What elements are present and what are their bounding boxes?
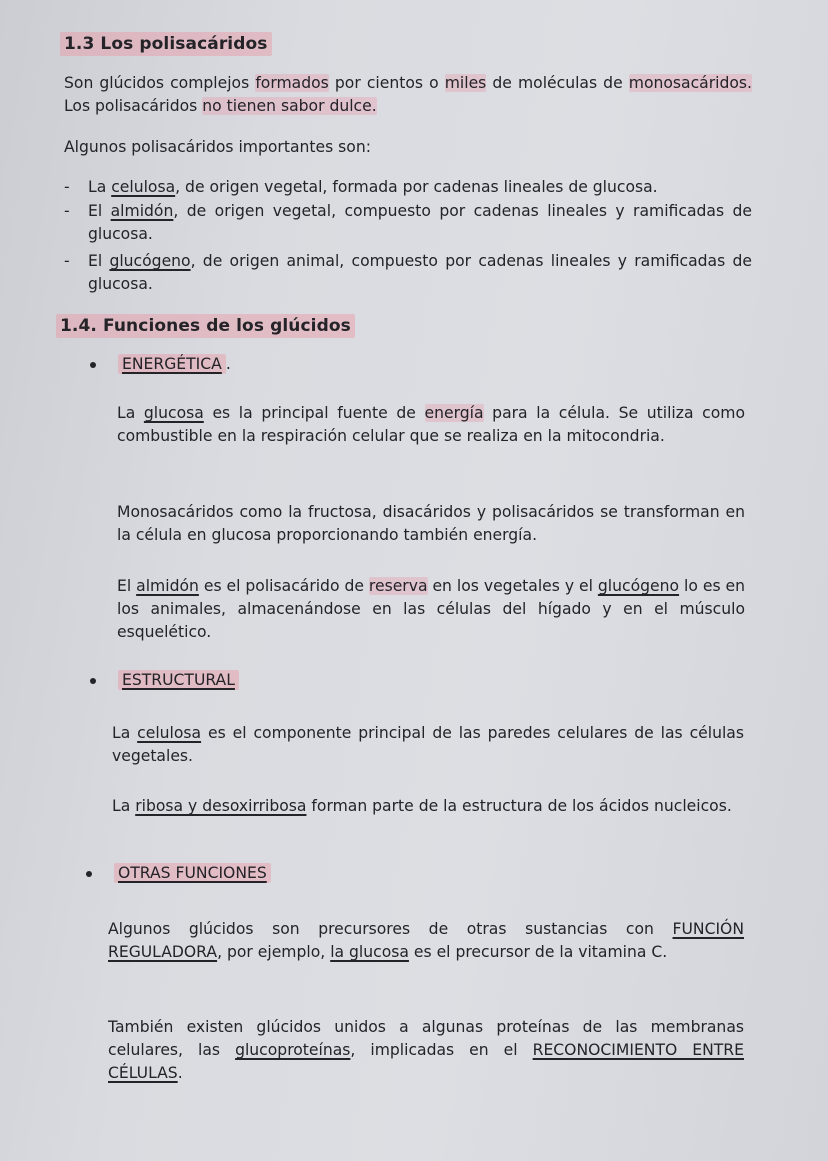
term: RECONOCIMIENTO ENTRE CÉLULAS [108,1041,744,1082]
term: celulosa [111,178,176,196]
section-heading-polisacaridos: 1.3 Los polisacáridos [60,32,272,56]
text: forman parte de la estructura de los ácidos nucleicos. [306,797,732,815]
term: glucosa [143,404,204,422]
label-energetica: ENERGÉTICA [118,354,226,374]
term: ribosa y desoxirribosa [135,797,307,815]
bullet-dot-icon [90,362,96,368]
text: Algunos glúcidos son precursores de otras sustancias con [108,920,673,938]
otras-paragraph-1 [108,918,744,964]
term: almidón [110,202,174,220]
term: glucoproteínas [235,1041,351,1059]
dash-bullet: - [64,202,70,220]
text: es el precursor de la vitamina C. [408,943,668,961]
dash-bullet: - [64,252,70,270]
text: , de origen vegetal, formada por cadenas lineales de glucosa. [175,178,658,196]
section-heading-funciones: 1.4. Funciones de los glúcidos [56,314,355,338]
bullet-otras-funciones [86,864,271,882]
intro-paragraph [64,72,752,118]
highlight: no tienen sabor dulce. [202,97,377,115]
list-item-glucogeno [64,250,752,296]
text: . [177,1064,183,1082]
text: es el componente principal de las paredes celulares de las células vegetales. [112,724,744,765]
bullet-dot-icon [86,871,92,877]
term: almidón [136,577,199,595]
text: por cientos o [328,74,445,92]
text: es la principal fuente de [203,404,425,422]
highlight: reserva [368,577,428,595]
energetica-paragraph-2: Monosacáridos como la fructosa, disacáridos y polisacáridos se transforman en la célula en glucosa proporcionando también energía. [117,503,745,544]
term: glucógeno [597,577,680,595]
text: También existen glúcidos unidos a algunas proteínas de las membranas celulares, las [108,1018,744,1059]
highlight: miles [444,74,487,92]
highlight: energía [424,404,484,422]
text: El [117,577,137,595]
text: La [112,797,136,815]
bullet-dot-icon [90,678,96,684]
text: , de origen animal, compuesto por cadenas lineales y ramificadas de glucosa. [88,252,752,293]
energetica-paragraph-3 [117,575,745,644]
text: El [88,252,110,270]
text: . [225,355,231,373]
text: es el polisacárido de [198,577,369,595]
bullet-energetica [90,355,231,373]
text: , implicadas en el [350,1041,533,1059]
text: La [112,724,138,742]
highlight: formados [255,74,329,92]
text: , de origen vegetal, compuesto por cadenas lineales y ramificadas de glucosa. [88,202,752,243]
estructural-paragraph-2 [112,795,744,818]
term: celulosa [137,724,202,742]
text: en los vegetales y el [427,577,598,595]
otras-paragraph-2 [108,1016,744,1085]
highlight: monosacáridos. [628,74,752,92]
text: El [88,202,111,220]
text: , por ejemplo, [217,943,331,961]
label-otras-funciones: OTRAS FUNCIONES [114,863,271,883]
term: la glucosa [330,943,409,961]
estructural-paragraph-1 [112,722,744,768]
list-item-celulosa [64,176,752,199]
list-item-almidon [64,200,752,246]
dash-bullet: - [64,178,70,196]
text: Son glúcidos complejos [64,74,256,92]
text: para la célula. Se utiliza como combustible en la respiración celular que se realiza en la mitocondria. [117,404,745,445]
text: La [117,404,144,422]
text: La [88,178,112,196]
term: FUNCIÓN REGULADORA [108,920,744,961]
text: Los polisacáridos [64,97,203,115]
term: glucógeno [109,252,191,270]
energetica-paragraph-1 [117,402,745,448]
text: de moléculas de [486,74,629,92]
text: lo es en los animales, almacenándose en las células del hígado y en el músculo esquelético. [117,577,746,641]
list-intro: Algunos polisacáridos importantes son: [64,138,371,156]
label-estructural: ESTRUCTURAL [118,670,239,690]
bullet-estructural [90,671,239,689]
